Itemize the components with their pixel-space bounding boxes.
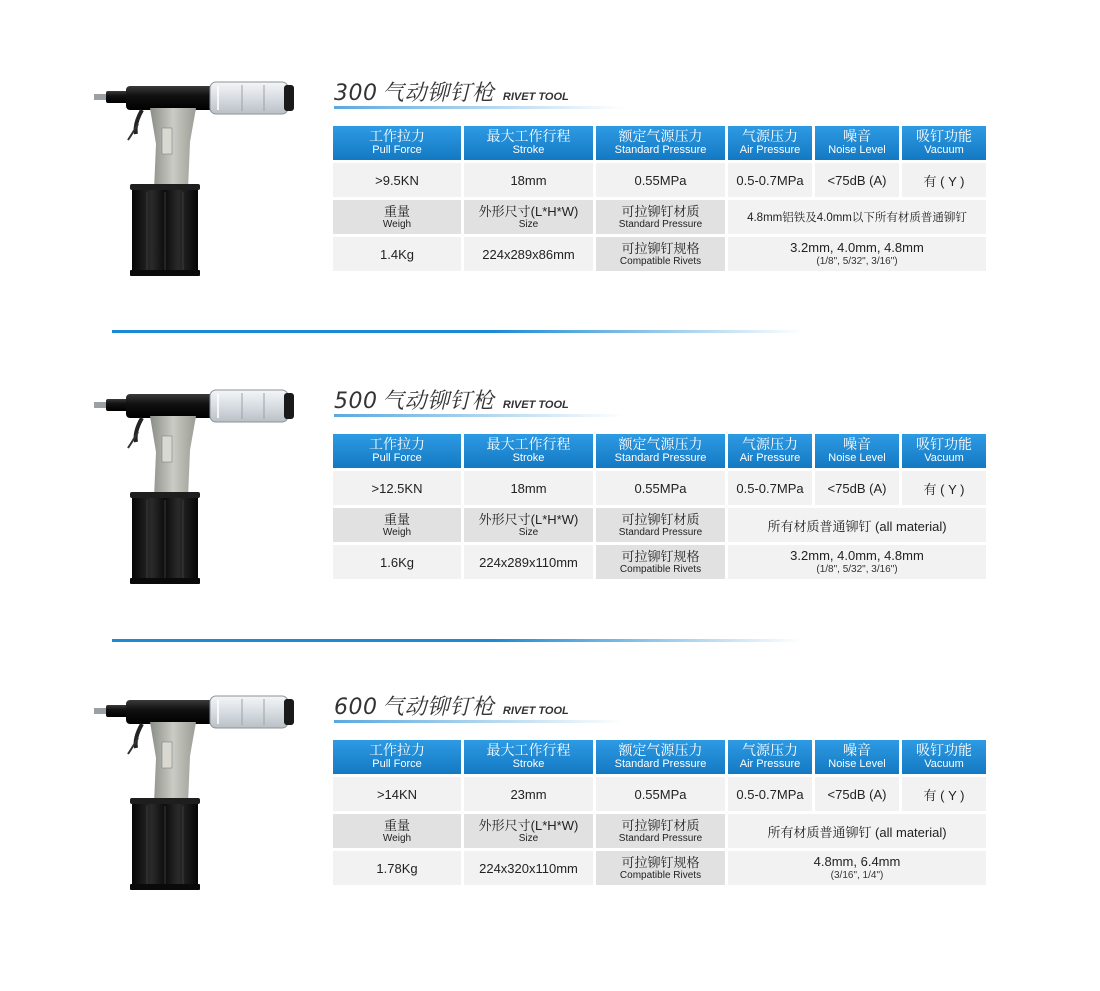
header-noise-level: 噪音 Noise Level — [815, 740, 899, 774]
spec-table — [330, 737, 989, 888]
header-air-pressure: 气源压力 Air Pressure — [728, 126, 812, 160]
header-vacuum: 吸钉功能 Vacuum — [902, 126, 986, 160]
header-air-pressure: 气源压力 Air Pressure — [728, 740, 812, 774]
label-size: 外形尺寸(L*H*W) Size — [464, 814, 593, 848]
product-500 — [0, 380, 1100, 580]
spec-label-row — [333, 200, 986, 234]
value-size: 224x320x110mm — [464, 851, 593, 885]
spec-value-row — [333, 471, 986, 505]
title-underline — [334, 106, 624, 109]
header-standard-pressure: 额定气源压力 Standard Pressure — [596, 434, 725, 468]
rivet-tool-image — [92, 380, 298, 586]
header-pull-force: 工作拉力 Pull Force — [333, 126, 461, 160]
value-stroke: 23mm — [464, 777, 593, 811]
value-standard-pressure: 0.55MPa — [596, 777, 725, 811]
product-name-cn: 气动铆钉枪 — [381, 81, 495, 106]
header-vacuum: 吸钉功能 Vacuum — [902, 434, 986, 468]
header-standard-pressure: 额定气源压力 Standard Pressure — [596, 126, 725, 160]
label-size: 外形尺寸(L*H*W) Size — [464, 508, 593, 542]
value-pull-force: >14KN — [333, 777, 461, 811]
model-number: 600 — [334, 695, 378, 720]
product-name-en: RIVET TOOL — [502, 91, 569, 103]
title-underline — [334, 414, 624, 417]
spec-value-row — [333, 163, 986, 197]
label-material: 可拉铆钉材质 Standard Pressure — [596, 200, 725, 234]
header-pull-force: 工作拉力 Pull Force — [333, 740, 461, 774]
value-standard-pressure: 0.55MPa — [596, 163, 725, 197]
value-noise-level: <75dB (A) — [815, 777, 899, 811]
header-noise-level: 噪音 Noise Level — [815, 434, 899, 468]
spec-detail-row — [333, 851, 986, 885]
model-number: 500 — [334, 389, 378, 414]
product-300 — [0, 72, 1100, 272]
section-divider — [112, 639, 802, 642]
value-noise-level: <75dB (A) — [815, 471, 899, 505]
header-standard-pressure: 额定气源压力 Standard Pressure — [596, 740, 725, 774]
value-standard-pressure: 0.55MPa — [596, 471, 725, 505]
value-air-pressure: 0.5-0.7MPa — [728, 163, 812, 197]
label-rivets: 可拉铆钉规格 Compatible Rivets — [596, 851, 725, 885]
value-material: 4.8mm铝铁及4.0mm以下所有材质普通铆钉 — [728, 200, 986, 234]
value-air-pressure: 0.5-0.7MPa — [728, 777, 812, 811]
value-vacuum: 有 ( Y ) — [902, 163, 986, 197]
value-stroke: 18mm — [464, 471, 593, 505]
rivet-tool-image — [92, 686, 298, 892]
spec-detail-row — [333, 237, 986, 271]
model-number: 300 — [334, 81, 378, 106]
section-divider — [112, 330, 802, 333]
label-material: 可拉铆钉材质 Standard Pressure — [596, 814, 725, 848]
value-weight: 1.4Kg — [333, 237, 461, 271]
value-size: 224x289x110mm — [464, 545, 593, 579]
rivet-tool-image — [92, 72, 298, 278]
value-material: 所有材质普通铆钉 (all material) — [728, 814, 986, 848]
spec-header-row — [333, 434, 986, 468]
spec-header-row — [333, 740, 986, 774]
label-weight: 重量 Weigh — [333, 814, 461, 848]
value-rivets: 3.2mm, 4.0mm, 4.8mm (1/8", 5/32", 3/16") — [728, 237, 986, 271]
value-noise-level: <75dB (A) — [815, 163, 899, 197]
value-vacuum: 有 ( Y ) — [902, 777, 986, 811]
value-pull-force: >12.5KN — [333, 471, 461, 505]
header-vacuum: 吸钉功能 Vacuum — [902, 740, 986, 774]
header-air-pressure: 气源压力 Air Pressure — [728, 434, 812, 468]
label-rivets: 可拉铆钉规格 Compatible Rivets — [596, 237, 725, 271]
product-title — [334, 76, 569, 106]
value-air-pressure: 0.5-0.7MPa — [728, 471, 812, 505]
header-stroke: 最大工作行程 Stroke — [464, 126, 593, 160]
spec-value-row — [333, 777, 986, 811]
value-pull-force: >9.5KN — [333, 163, 461, 197]
spec-table — [330, 123, 989, 274]
spec-table — [330, 431, 989, 582]
spec-detail-row — [333, 545, 986, 579]
spec-label-row — [333, 814, 986, 848]
product-title — [334, 690, 569, 720]
header-stroke: 最大工作行程 Stroke — [464, 434, 593, 468]
product-name-cn: 气动铆钉枪 — [381, 695, 495, 720]
spec-header-row — [333, 126, 986, 160]
product-name-cn: 气动铆钉枪 — [381, 389, 495, 414]
header-stroke: 最大工作行程 Stroke — [464, 740, 593, 774]
value-rivets: 4.8mm, 6.4mm (3/16", 1/4") — [728, 851, 986, 885]
value-size: 224x289x86mm — [464, 237, 593, 271]
value-weight: 1.6Kg — [333, 545, 461, 579]
title-underline — [334, 720, 624, 723]
product-600 — [0, 686, 1100, 886]
value-vacuum: 有 ( Y ) — [902, 471, 986, 505]
header-pull-force: 工作拉力 Pull Force — [333, 434, 461, 468]
value-rivets: 3.2mm, 4.0mm, 4.8mm (1/8", 5/32", 3/16") — [728, 545, 986, 579]
value-weight: 1.78Kg — [333, 851, 461, 885]
label-weight: 重量 Weigh — [333, 200, 461, 234]
label-rivets: 可拉铆钉规格 Compatible Rivets — [596, 545, 725, 579]
product-name-en: RIVET TOOL — [502, 399, 569, 411]
product-name-en: RIVET TOOL — [502, 705, 569, 717]
label-size: 外形尺寸(L*H*W) Size — [464, 200, 593, 234]
product-title — [334, 384, 569, 414]
value-stroke: 18mm — [464, 163, 593, 197]
label-weight: 重量 Weigh — [333, 508, 461, 542]
spec-label-row — [333, 508, 986, 542]
label-material: 可拉铆钉材质 Standard Pressure — [596, 508, 725, 542]
header-noise-level: 噪音 Noise Level — [815, 126, 899, 160]
value-material: 所有材质普通铆钉 (all material) — [728, 508, 986, 542]
